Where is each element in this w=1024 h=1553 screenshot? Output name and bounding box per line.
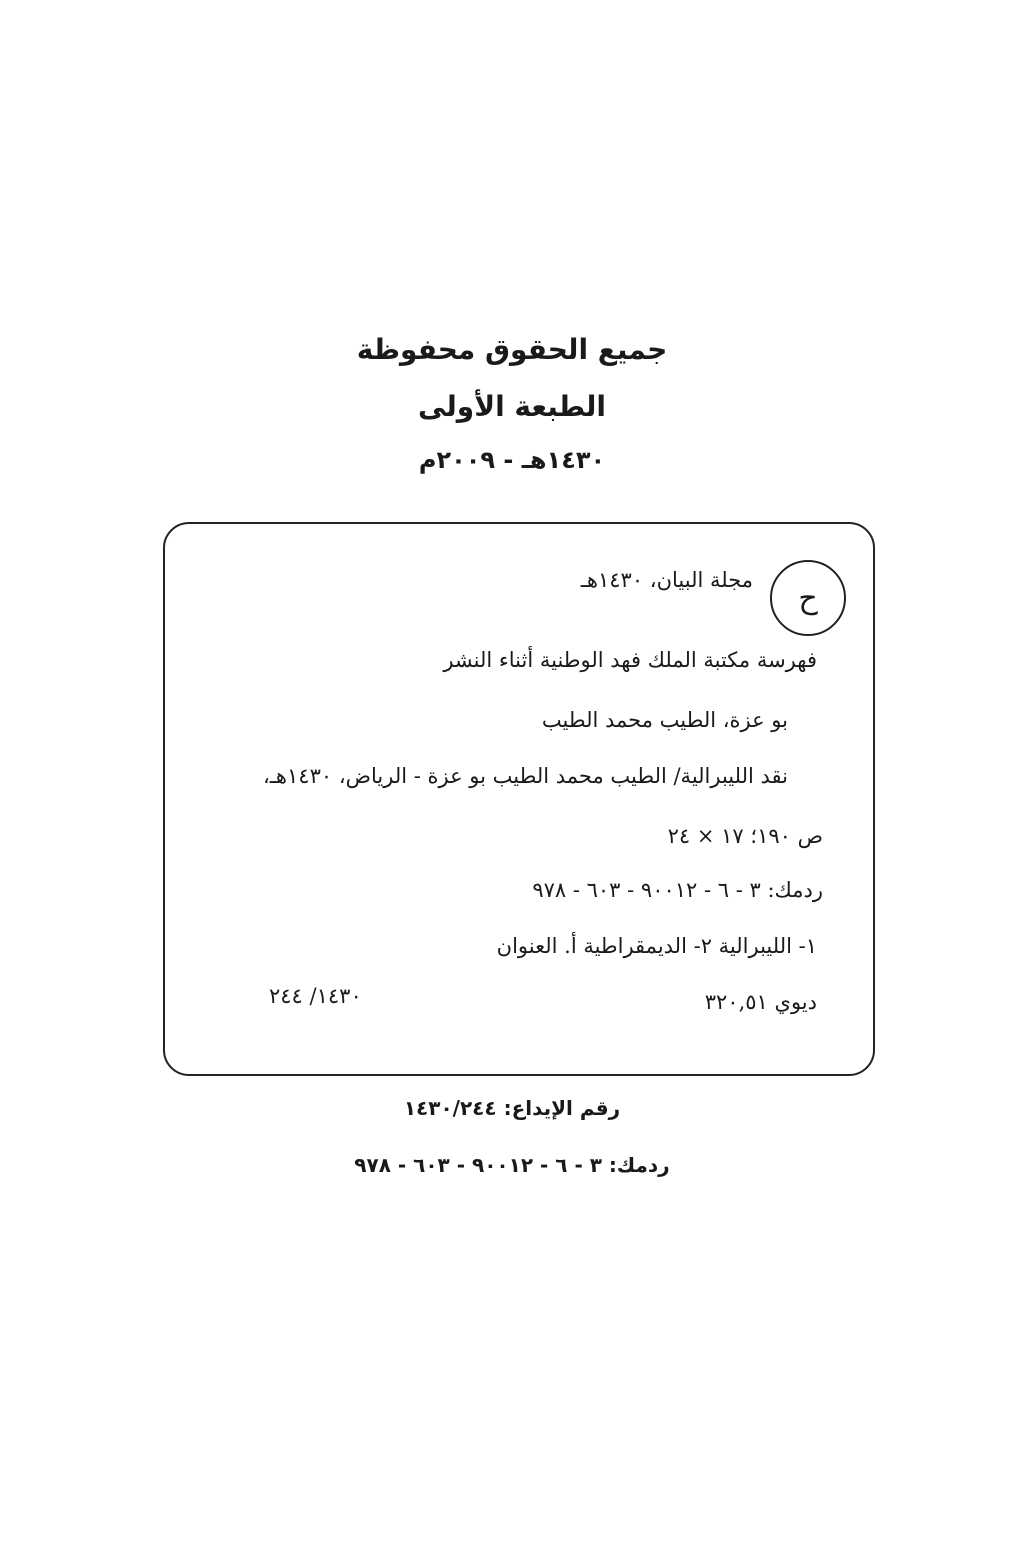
cip-pages: ص ١٩٠؛ ١٧ × ٢٤ <box>667 824 823 848</box>
cip-title: نقد الليبرالية/ الطيب محمد الطيب بو عزة - الرياض، ١٤٣٠هـ، <box>263 764 788 788</box>
cip-dewey: ديوي ٣٢٠,٥١ <box>704 990 817 1014</box>
copyright-symbol: ح <box>770 560 846 636</box>
cip-publisher: مجلة البيان، ١٤٣٠هـ <box>580 568 753 592</box>
cip-isbn: ردمك: ٣ - ٦ - ٩٠٠١٢ - ٦٠٣ - ٩٧٨ <box>532 878 823 902</box>
cip-author: بو عزة، الطيب محمد الطيب <box>541 708 788 732</box>
deposit-number: رقم الإيداع: ١٤٣٠/٢٤٤ <box>403 1096 621 1120</box>
publication-year: ١٤٣٠هـ - ٢٠٠٩م <box>418 446 606 474</box>
edition-heading: الطبعة الأولى <box>417 390 607 423</box>
cip-deposit-number: ١٤٣٠/ ٢٤٤ <box>269 984 362 1008</box>
cataloging-in-publication-box <box>163 522 875 1076</box>
rights-reserved-heading: جميع الحقوق محفوظة <box>356 333 668 366</box>
cip-subjects: ١- الليبرالية ٢- الديمقراطية أ. العنوان <box>496 934 817 958</box>
cip-catalog-heading: فهرسة مكتبة الملك فهد الوطنية أثناء النشر <box>443 648 817 672</box>
isbn-number: ردمك: ٣ - ٦ - ٩٠٠١٢ - ٦٠٣ - ٩٧٨ <box>354 1153 670 1177</box>
